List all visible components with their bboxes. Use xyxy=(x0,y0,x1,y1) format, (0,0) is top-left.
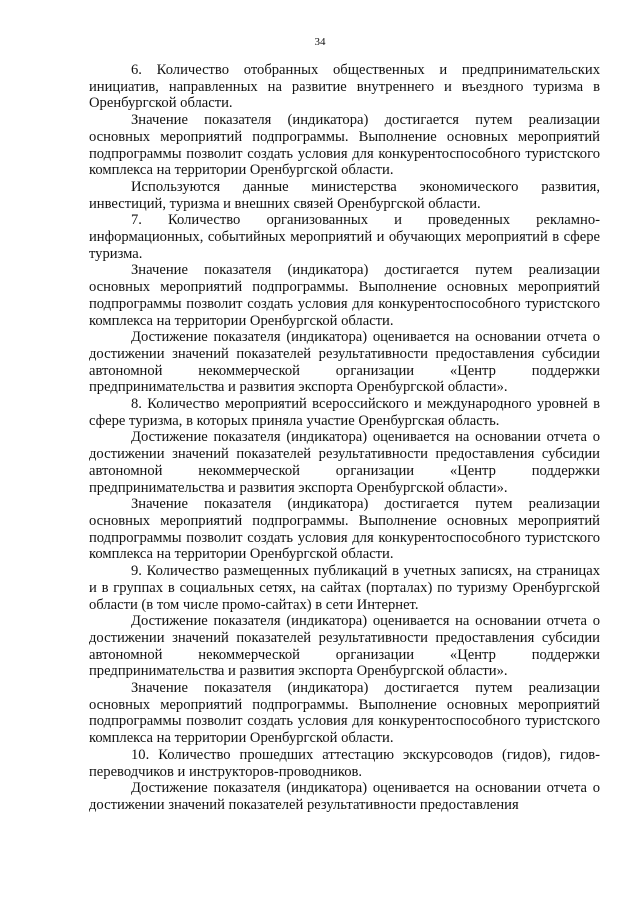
paragraph-indicator-9-evaluation: Достижение показателя (индикатора) оценивается на основании отчета о достижении значений показателей результативности предоставления субсидии автономной некоммерческой организации «Центр поддержки предпринимательства и развития экспорта Оренбургской области». xyxy=(89,613,600,680)
paragraph-indicator-9: 9. Количество размещенных публикаций в учетных записях, на страницах и в группах в социальных сетях, на сайтах (порталах) по туризму Оренбургской области (в том числе промо-сайтах) в сети Интернет. xyxy=(89,563,600,613)
paragraph-indicator-10: 10. Количество прошедших аттестацию экскурсоводов (гидов), гидов-переводчиков и инструкторов-проводников. xyxy=(89,746,600,780)
paragraph-indicator-6: 6. Количество отобранных общественных и предпринимательских инициатив, направленных на развитие внутреннего и въездного туризма в Оренбургской области. xyxy=(89,62,600,112)
paragraph-indicator-7-achievement: Значение показателя (индикатора) достигается путем реализации основных мероприятий подпрограммы. Выполнение основных мероприятий подпрограммы позволит создать условия для конкурентоспособного туристского комплекса на территории Оренбургской области. xyxy=(89,262,600,329)
paragraph-indicator-8: 8. Количество мероприятий всероссийского и международного уровней в сфере туризма, в которых приняла участие Оренбургская область. xyxy=(89,396,600,429)
paragraph-indicator-6-achievement: Значение показателя (индикатора) достигается путем реализации основных мероприятий подпрограммы. Выполнение основных мероприятий подпрограммы позволит создать условия для конкурентоспособного туристского комплекса на территории Оренбургской области. xyxy=(89,112,600,179)
document-body xyxy=(89,62,600,814)
paragraph-indicator-7-evaluation: Достижение показателя (индикатора) оценивается на основании отчета о достижении значений показателей результативности предоставления субсидии автономной некоммерческой организации «Центр поддержки предпринимательства и развития экспорта Оренбургской области». xyxy=(89,329,600,396)
paragraph-indicator-8-evaluation: Достижение показателя (индикатора) оценивается на основании отчета о достижении значений показателей результативности предоставления субсидии автономной некоммерческой организации «Центр поддержки предпринимательства и развития экспорта Оренбургской области». xyxy=(89,429,600,496)
paragraph-indicator-6-data-source: Используются данные министерства экономического развития, инвестиций, туризма и внешних связей Оренбургской области. xyxy=(89,178,600,212)
paragraph-indicator-10-evaluation: Достижение показателя (индикатора) оценивается на основании отчета о достижении значений показателей результативности предоставления xyxy=(89,780,600,813)
page-number: 34 xyxy=(314,36,326,48)
paragraph-indicator-8-achievement: Значение показателя (индикатора) достигается путем реализации основных мероприятий подпрограммы. Выполнение основных мероприятий подпрограммы позволит создать условия для конкурентоспособного туристского комплекса на территории Оренбургской области. xyxy=(89,496,600,563)
paragraph-indicator-7: 7. Количество организованных и проведенных рекламно-информационных, событийных мероприятий и обучающих мероприятий в сфере туризма. xyxy=(89,212,600,262)
paragraph-indicator-9-achievement: Значение показателя (индикатора) достигается путем реализации основных мероприятий подпрограммы. Выполнение основных мероприятий подпрограммы позволит создать условия для конкурентоспособного туристского комплекса на территории Оренбургской области. xyxy=(89,680,600,747)
